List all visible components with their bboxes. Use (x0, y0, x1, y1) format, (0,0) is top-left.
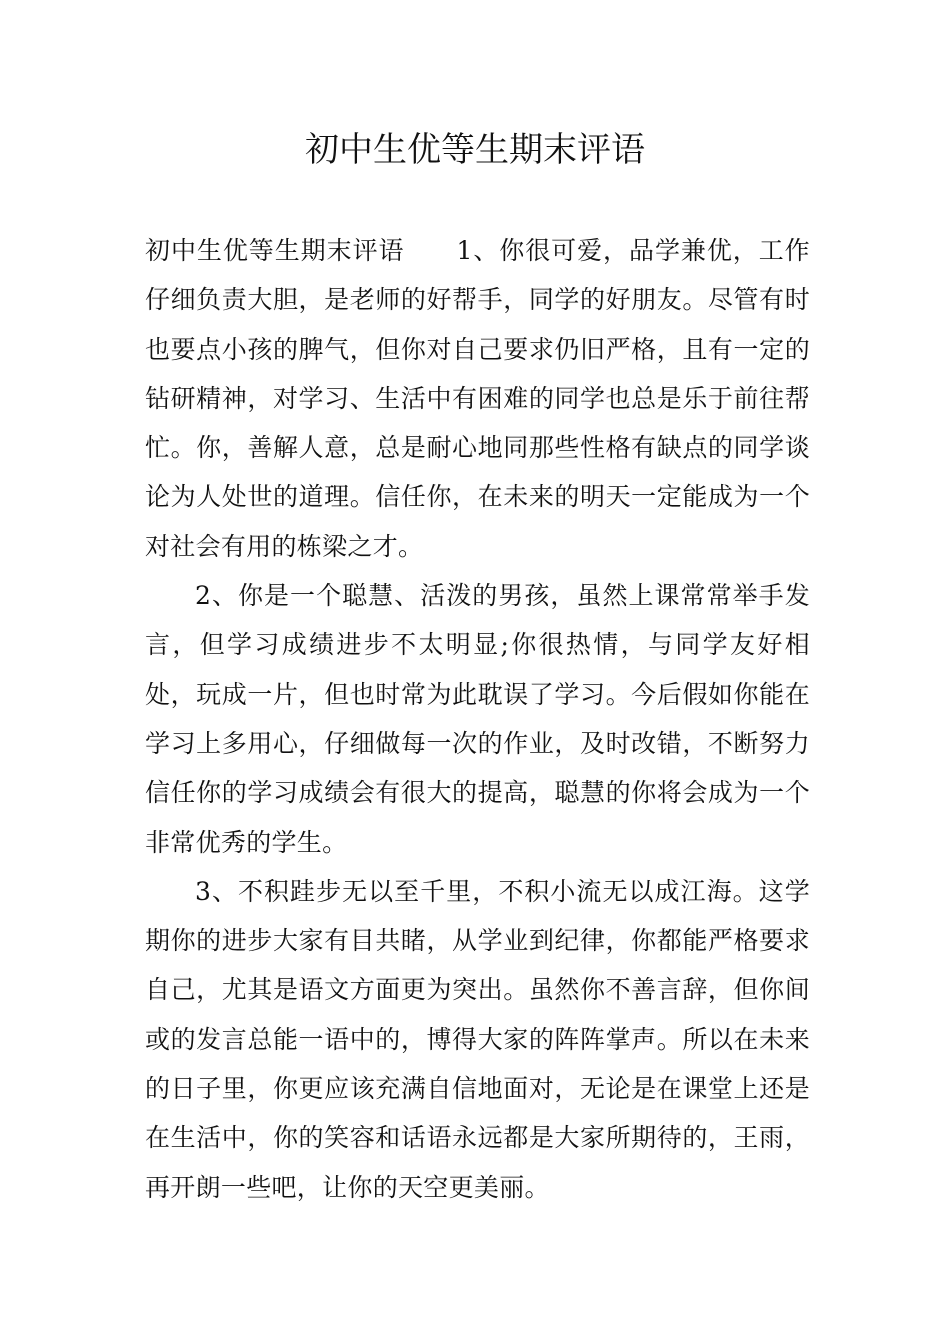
document-body (145, 226, 810, 1212)
paragraph-2: 2、你是一个聪慧、活泼的男孩，虽然上课常常举手发言，但学习成绩进步不太明显;你很热情，与同学友好相处，玩成一片，但也时常为此耽误了学习。今后假如你能在学习上多用心，仔细做每一次的作业，及时改错，不断努力信任你的学习成绩会有很大的提高，聪慧的你将会成为一个非常优秀的学生。 (145, 581, 810, 857)
paragraph-1 (145, 226, 810, 571)
document-title: 初中生优等生期末评语 (305, 130, 645, 170)
paragraph-1-lead: 初中生优等生期末评语 (145, 236, 405, 265)
paragraph-3: 3、不积跬步无以至千里，不积小流无以成江海。这学期你的进步大家有目共睹，从学业到纪律，你都能严格要求自己，尤其是语文方面更为突出。虽然你不善言辞，但你间或的发言总能一语中的，博得大家的阵阵掌声。所以在未来的日子里，你更应该充满自信地面对，无论是在课堂上还是在生活中，你的笑容和话语永远都是大家所期待的，王雨，再开朗一些吧，让你的天空更美丽。 (145, 876, 810, 1202)
paragraph-1-text: 1、你很可爱，品学兼优，工作仔细负责大胆，是老师的好帮手，同学的好朋友。尽管有时也要点小孩的脾气，但你对自己要求仍旧严格，且有一定的钻研精神，对学习、生活中有困难的同学也总是乐于前往帮忙。你，善解人意，总是耐心地同那些性格有缺点的同学谈论为人处世的道理。信任你，在未来的明天一定能成为一个对社会有用的栋梁之才。 (145, 236, 810, 561)
